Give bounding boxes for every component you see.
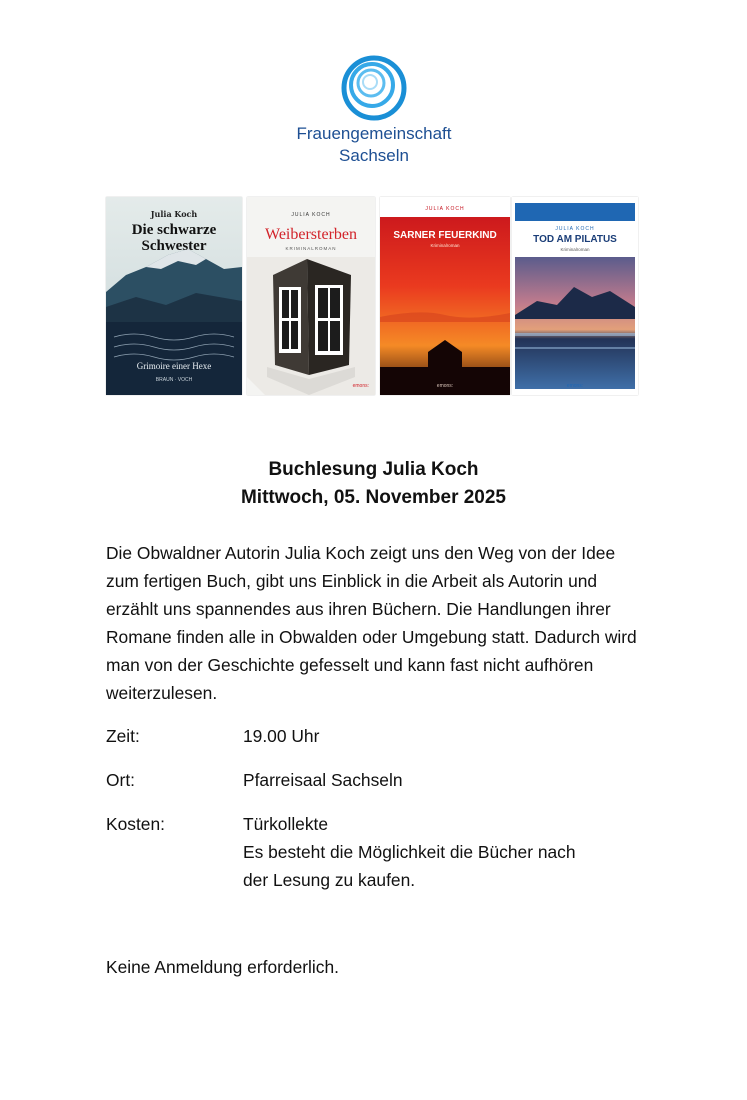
event-heading	[0, 456, 747, 512]
book-2-genre: KRIMINALROMAN	[285, 246, 337, 251]
cost-label: Kosten:	[106, 814, 165, 834]
book-cover-die-schwarze-schwester	[106, 197, 242, 395]
book-2-publisher: emons:	[352, 383, 369, 389]
book-1-author: Julia Koch	[150, 209, 198, 219]
book-1-title-line-2: Schwester	[141, 238, 207, 254]
cost-note-line-1: Es besteht die Möglichkeit die Bücher nach	[243, 842, 576, 862]
ring-logo-icon	[341, 55, 407, 121]
book-1-publisher: BRAUN · VOCH	[155, 377, 193, 383]
book-4-publisher: emons:	[566, 383, 584, 389]
book-2-author: JULIA KOCH	[291, 212, 331, 218]
cost-note-line-2: der Lesung zu kaufen.	[243, 870, 416, 890]
organization-logo	[296, 55, 452, 165]
book-4-title: TOD AM PILATUS	[533, 234, 617, 245]
book-4-genre: Kriminalroman	[560, 247, 590, 252]
event-date: Mittwoch, 05. November 2025	[240, 487, 507, 508]
book-1-subtitle: Grimoire einer Hexe	[136, 361, 212, 371]
time-value: 19.00 Uhr	[243, 726, 320, 746]
book-cover-sarner-feuerkind	[380, 197, 510, 395]
book-cover-tod-am-pilatus	[512, 197, 638, 395]
event-title: Buchlesung Julia Koch	[268, 459, 479, 480]
book-covers	[106, 197, 638, 395]
book-3-publisher: emons:	[436, 383, 454, 389]
book-cover-weibersterben	[247, 197, 375, 395]
event-description: Die Obwaldner Autorin Julia Koch zeigt uns den Weg von der Idee zum fertigen Buch, gibt uns Einblick in die Arbeit als Autorin und erzählt uns spannendes aus ihren Büchern. Die Handlungen ihrer Romane finden alle in Obwalden oder Umgebung statt. Dadurch wird man von der Geschichte gefesselt und kann fast nicht aufhören weiterzulesen.	[106, 543, 637, 703]
book-2-title: Weibersterben	[265, 226, 357, 243]
time-label: Zeit:	[106, 726, 140, 746]
place-label: Ort:	[106, 770, 135, 790]
book-3-author: JULIA KOCH	[425, 206, 465, 212]
book-3-genre: Kriminalroman	[430, 243, 460, 248]
place-value: Pfarreisaal Sachseln	[243, 770, 403, 790]
cost-value-main: Türkollekte	[243, 814, 329, 834]
logo-line-1: Frauengemeinschaft	[296, 124, 452, 143]
logo-line-2: Sachseln	[339, 146, 409, 165]
cost-value	[243, 810, 643, 894]
book-4-author: JULIA KOCH	[555, 226, 595, 232]
book-1-title-line-1: Die schwarze	[131, 222, 217, 238]
registration-note: Keine Anmeldung erforderlich.	[106, 957, 339, 977]
book-3-title: SARNER FEUERKIND	[393, 230, 497, 241]
